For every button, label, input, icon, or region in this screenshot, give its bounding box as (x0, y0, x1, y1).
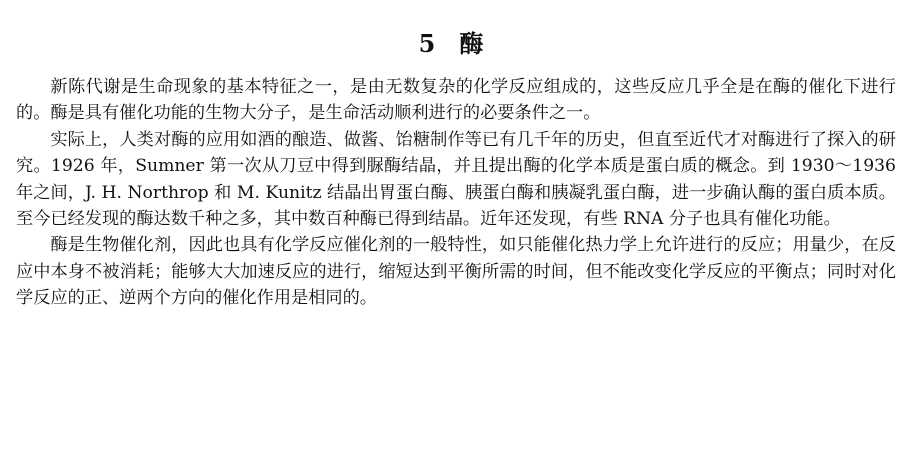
paragraph-2: 实际上，人类对酶的应用如酒的酿造、做酱、饴糖制作等已有几千年的历史，但直至近代才对酶进行了探入的研究。1926 年，Sumner 第一次从刀豆中得到脲酶结晶，并且提出酶的化学本质是蛋白质的概念。到 1930～1936 年之间，J. H. Northrop 和 M. Kunitz 结晶出胃蛋白酶、胰蛋白酶和胰凝乳蛋白酶，进一步确认酶的蛋白质本质。至今已经发现的酶达数千种之多，其中数百种酶已得到结晶。近年还发现，有些 RNA 分子也具有催化功能。 (16, 129, 896, 230)
paragraph-3: 酶是生物催化剂，因此也具有化学反应催化剂的一般特性，如只能催化热力学上允许进行的反应；用量少，在反应中本身不被消耗；能够大大加速反应的进行，缩短达到平衡所需的时间，但不能改变化学反应的平衡点；同时对化学反应的正、逆两个方向的催化作用是相同的。 (16, 235, 896, 309)
body-text (16, 74, 896, 312)
chapter-title (0, 26, 904, 62)
chapter-number: 5 (418, 29, 438, 59)
paragraph-1: 新陈代谢是生命现象的基本特征之一，是由无数复杂的化学反应组成的，这些反应几乎全是在酶的催化下进行的。酶是具有催化功能的生物大分子，是生命活动顺利进行的必要条件之一。 (16, 77, 896, 124)
chapter-title-text: 酶 (459, 29, 486, 59)
